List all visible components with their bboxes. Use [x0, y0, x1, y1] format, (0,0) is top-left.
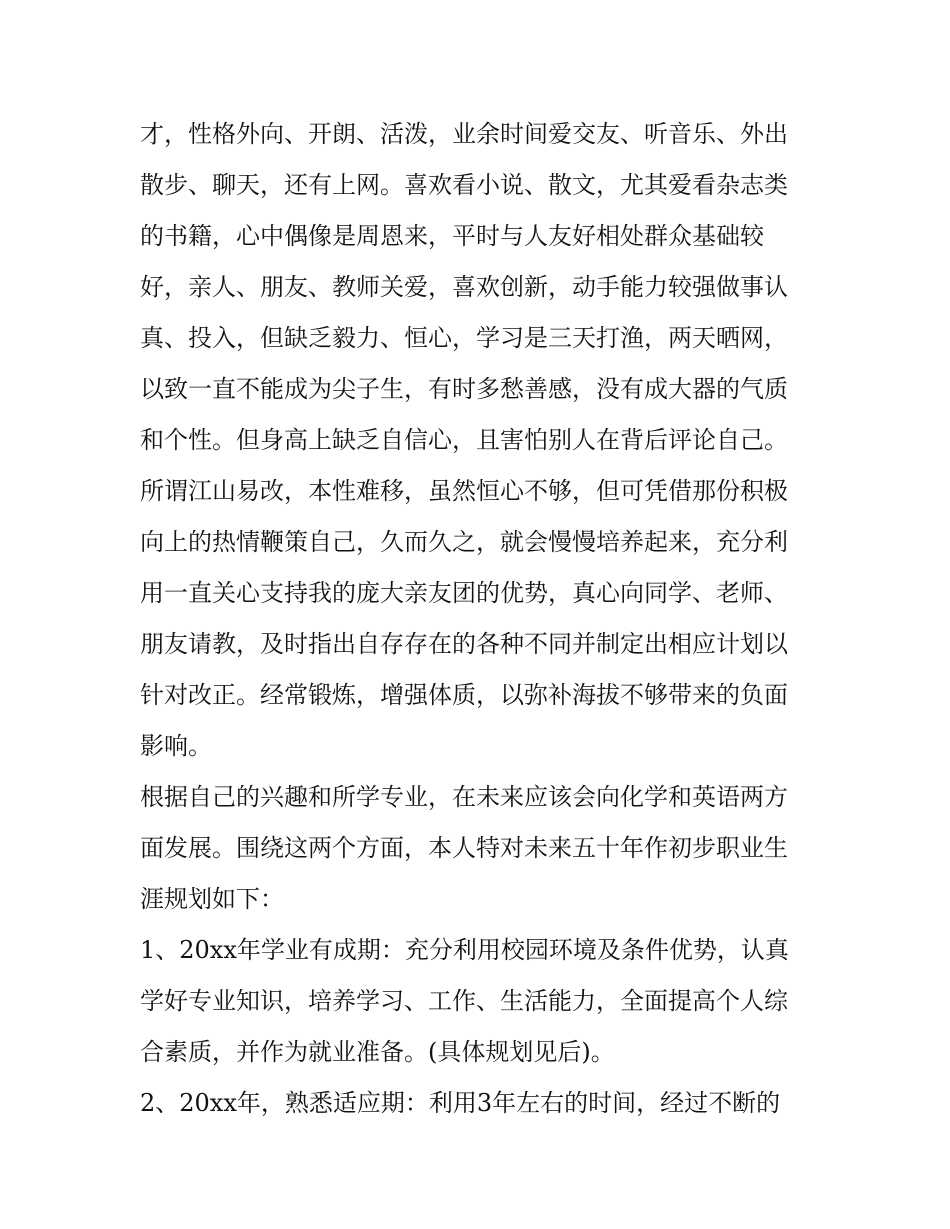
- text-line: 2、20xx年，熟悉适应期：利用3年左右的时间，经过不断的: [140, 1089, 781, 1117]
- document-body: [140, 109, 820, 1129]
- text-line: 真、投入，但缺乏毅力、恒心，学习是三天打渔，两天晒网，: [140, 324, 788, 352]
- text-line: 好，亲人、朋友、教师关爱，喜欢创新，动手能力较强做事认: [140, 273, 788, 301]
- text-line: 影响。: [140, 732, 212, 760]
- text-line: 根据自己的兴趣和所学专业，在未来应该会向化学和英语两方: [140, 783, 788, 811]
- text-line: 合素质，并作为就业准备。(具体规划见后)。: [140, 1038, 615, 1066]
- text-line: 1、20xx年学业有成期：充分利用校园环境及条件优势，认真: [140, 936, 789, 964]
- text-line: 朋友请教，及时指出自存存在的各种不同并制定出相应计划以: [140, 630, 788, 658]
- text-line: 所谓江山易改，本性难移，虽然恒心不够，但可凭借那份积极: [140, 477, 788, 505]
- text-line: 面发展。围绕这两个方面，本人特对未来五十年作初步职业生: [140, 834, 788, 862]
- text-line: 的书籍，心中偶像是周恩来，平时与人友好相处群众基础较: [140, 222, 764, 250]
- text-line: 才，性格外向、开朗、活泼，业余时间爱交友、听音乐、外出: [140, 120, 788, 148]
- text-line: 用一直关心支持我的庞大亲友团的优势，真心向同学、老师、: [140, 579, 788, 607]
- text-line: 针对改正。经常锻炼，增强体质，以弥补海拔不够带来的负面: [140, 681, 788, 709]
- text-line: 散步、聊天，还有上网。喜欢看小说、散文，尤其爱看杂志类: [140, 171, 788, 199]
- text-line: 以致一直不能成为尖子生，有时多愁善感，没有成大器的气质: [140, 375, 788, 403]
- text-line: 向上的热情鞭策自己，久而久之，就会慢慢培养起来，充分利: [140, 528, 788, 556]
- text-line: 涯规划如下：: [140, 885, 284, 913]
- text-line: 学好专业知识，培养学习、工作、生活能力，全面提高个人综: [140, 987, 788, 1015]
- text-line: 和个性。但身高上缺乏自信心，且害怕别人在背后评论自己。: [140, 426, 788, 454]
